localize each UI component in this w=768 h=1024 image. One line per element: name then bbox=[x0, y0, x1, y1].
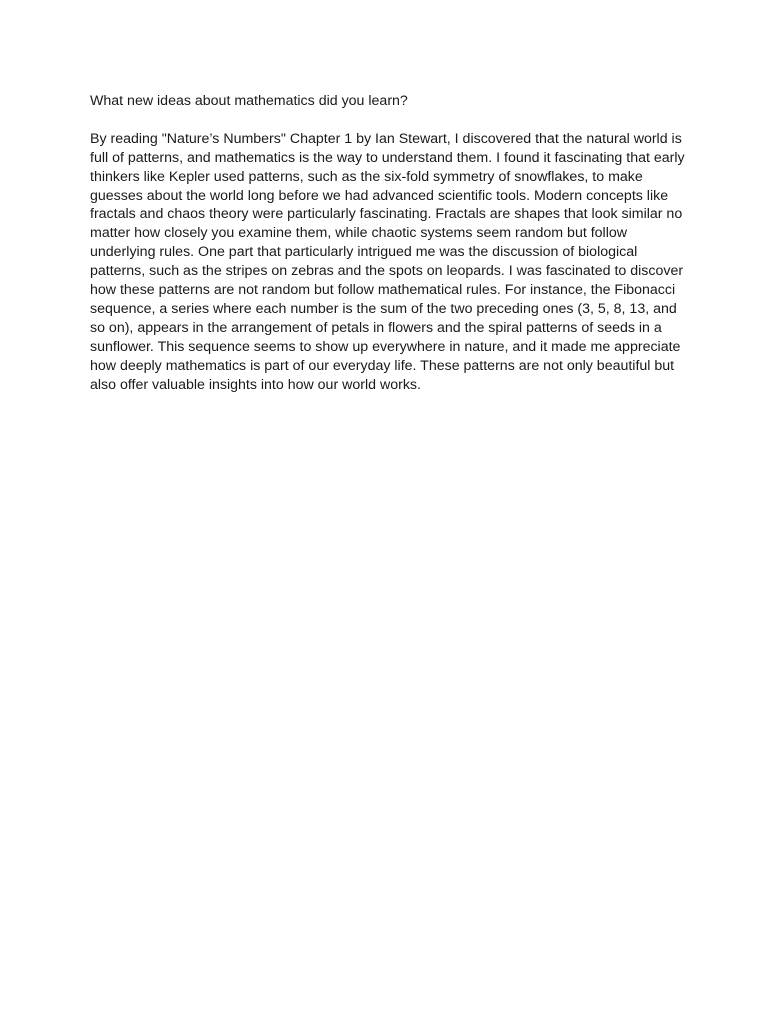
answer-line: sequence, a series where each number is the sum of the two preceding ones (3, 5, 8, 13, and bbox=[90, 300, 677, 317]
answer-paragraph bbox=[90, 130, 685, 395]
answer-line: full of patterns, and mathematics is the way to understand them. I found it fascinating that early bbox=[90, 149, 685, 166]
answer-line: sunflower. This sequence seems to show up everywhere in nature, and it made me appreciate bbox=[90, 338, 681, 355]
answer-line: so on), appears in the arrangement of petals in flowers and the spiral patterns of seeds in a bbox=[90, 319, 662, 336]
answer-line: underlying rules. One part that particularly intrigued me was the discussion of biological bbox=[90, 244, 638, 261]
question-heading: What new ideas about mathematics did you learn? bbox=[90, 93, 408, 109]
answer-line: matter how closely you examine them, while chaotic systems seem random but follow bbox=[90, 225, 627, 242]
answer-line: guesses about the world long before we had advanced scientific tools. Modern concepts like bbox=[90, 187, 669, 204]
answer-line: how deeply mathematics is part of our everyday life. These patterns are not only beautiful but bbox=[90, 357, 675, 374]
answer-line: also offer valuable insights into how our world works. bbox=[90, 376, 421, 393]
answer-line: thinkers like Kepler used patterns, such as the six-fold symmetry of snowflakes, to make bbox=[90, 168, 643, 185]
document-body bbox=[90, 92, 685, 394]
answer-line: patterns, such as the stripes on zebras and the spots on leopards. I was fascinated to discover bbox=[90, 263, 684, 280]
answer-line: fractals and chaos theory were particularly fascinating. Fractals are shapes that look similar no bbox=[90, 206, 683, 223]
answer-line: By reading "Nature’s Numbers" Chapter 1 by Ian Stewart, I discovered that the natural world is bbox=[90, 130, 682, 147]
answer-line: how these patterns are not random but follow mathematical rules. For instance, the Fibonacci bbox=[90, 282, 676, 299]
